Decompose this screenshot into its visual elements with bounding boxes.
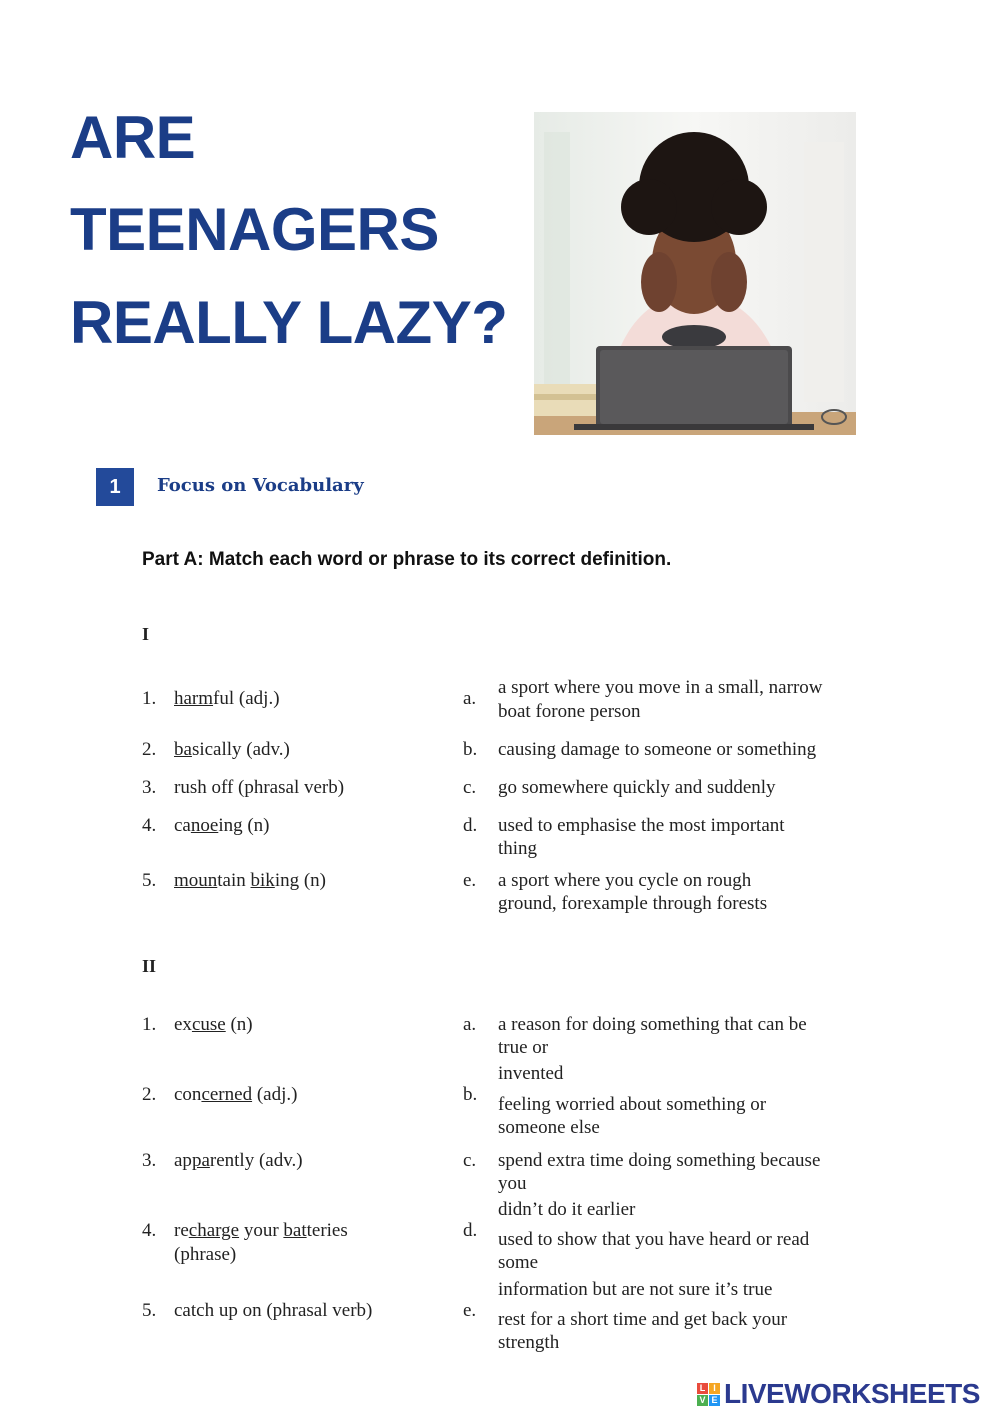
title-line-3: REALLY LAZY? [70, 289, 508, 356]
vocab-term: excuse (n) [174, 1014, 253, 1035]
definition-text: thing [498, 838, 538, 859]
definition-text: used to show that you have heard or read [498, 1229, 810, 1250]
item-number: 2. [142, 739, 157, 760]
definition-text: strength [498, 1332, 560, 1353]
definition-letter: e. [463, 870, 477, 891]
definition-letter: c. [463, 777, 477, 798]
vocab-term: recharge your batteries [174, 1220, 348, 1241]
item-number: 3. [142, 1150, 157, 1171]
vocab-term: basically (adv.) [174, 739, 290, 760]
definition-text: used to emphasise the most important [498, 815, 785, 836]
definition-text: rest for a short time and get back your [498, 1309, 788, 1330]
title-line-1: ARE [70, 104, 196, 171]
vocab-term: canoeing (n) [174, 815, 270, 836]
vocab-term: harmful (adj.) [174, 688, 280, 709]
definition-text: you [498, 1173, 527, 1194]
definition-text: feeling worried about something or [498, 1094, 767, 1115]
definition-letter: b. [463, 1084, 478, 1105]
definition-text: a sport where you cycle on rough [498, 870, 752, 891]
definition-text: a reason for doing something that can be [498, 1014, 807, 1035]
item-number: 3. [142, 777, 157, 798]
instructions: Part A: Match each word or phrase to its correct definition. [142, 549, 672, 570]
title-line-2: TEENAGERS [70, 196, 439, 263]
definition-text: a sport where you move in a small, narrow [498, 677, 823, 698]
item-number: 5. [142, 870, 157, 891]
vocab-term: catch up on (phrasal verb) [174, 1300, 373, 1321]
item-number: 4. [142, 1220, 157, 1241]
item-number: 1. [142, 688, 157, 709]
definition-text: information but are not sure it’s true [498, 1279, 773, 1300]
liveworksheets-logo-icon: L I V E [697, 1383, 720, 1406]
definition-letter: d. [463, 1220, 478, 1241]
definition-text: didn’t do it earlier [498, 1199, 636, 1220]
definition-letter: d. [463, 815, 478, 836]
teen-at-laptop-photo [534, 112, 856, 435]
definition-text: invented [498, 1063, 564, 1084]
vocab-term: rush off (phrasal verb) [174, 777, 345, 798]
definition-text: someone else [498, 1117, 600, 1138]
definition-letter: a. [463, 688, 477, 709]
vocab-term: mountain biking (n) [174, 870, 326, 891]
definition-text: some [498, 1252, 539, 1273]
definition-text: boat forone person [498, 701, 641, 722]
vocab-term: apparently (adv.) [174, 1150, 303, 1171]
definition-text: true or [498, 1037, 549, 1058]
liveworksheets-logo-text: LIVEWORKSHEETS [724, 1378, 980, 1409]
definition-letter: e. [463, 1300, 477, 1321]
item-number: 4. [142, 815, 157, 836]
definition-text: spend extra time doing something because [498, 1150, 821, 1171]
section-title: Focus on Vocabulary [157, 475, 364, 496]
item-number: 5. [142, 1300, 157, 1321]
definition-text: causing damage to someone or something [498, 739, 817, 760]
definition-letter: a. [463, 1014, 477, 1035]
item-number: 1. [142, 1014, 157, 1035]
item-number: 2. [142, 1084, 157, 1105]
group-label-1: I [142, 624, 150, 644]
section-number-badge: 1 [96, 468, 134, 506]
definition-letter: c. [463, 1150, 477, 1171]
liveworksheets-logo[interactable] [697, 1377, 980, 1411]
definition-text: ground, forexample through forests [498, 893, 768, 914]
definition-letter: b. [463, 739, 478, 760]
group-label-2: II [142, 956, 157, 976]
vocab-term-continued: (phrase) [174, 1244, 237, 1265]
definition-text: go somewhere quickly and suddenly [498, 777, 776, 798]
vocab-term: concerned (adj.) [174, 1084, 298, 1105]
